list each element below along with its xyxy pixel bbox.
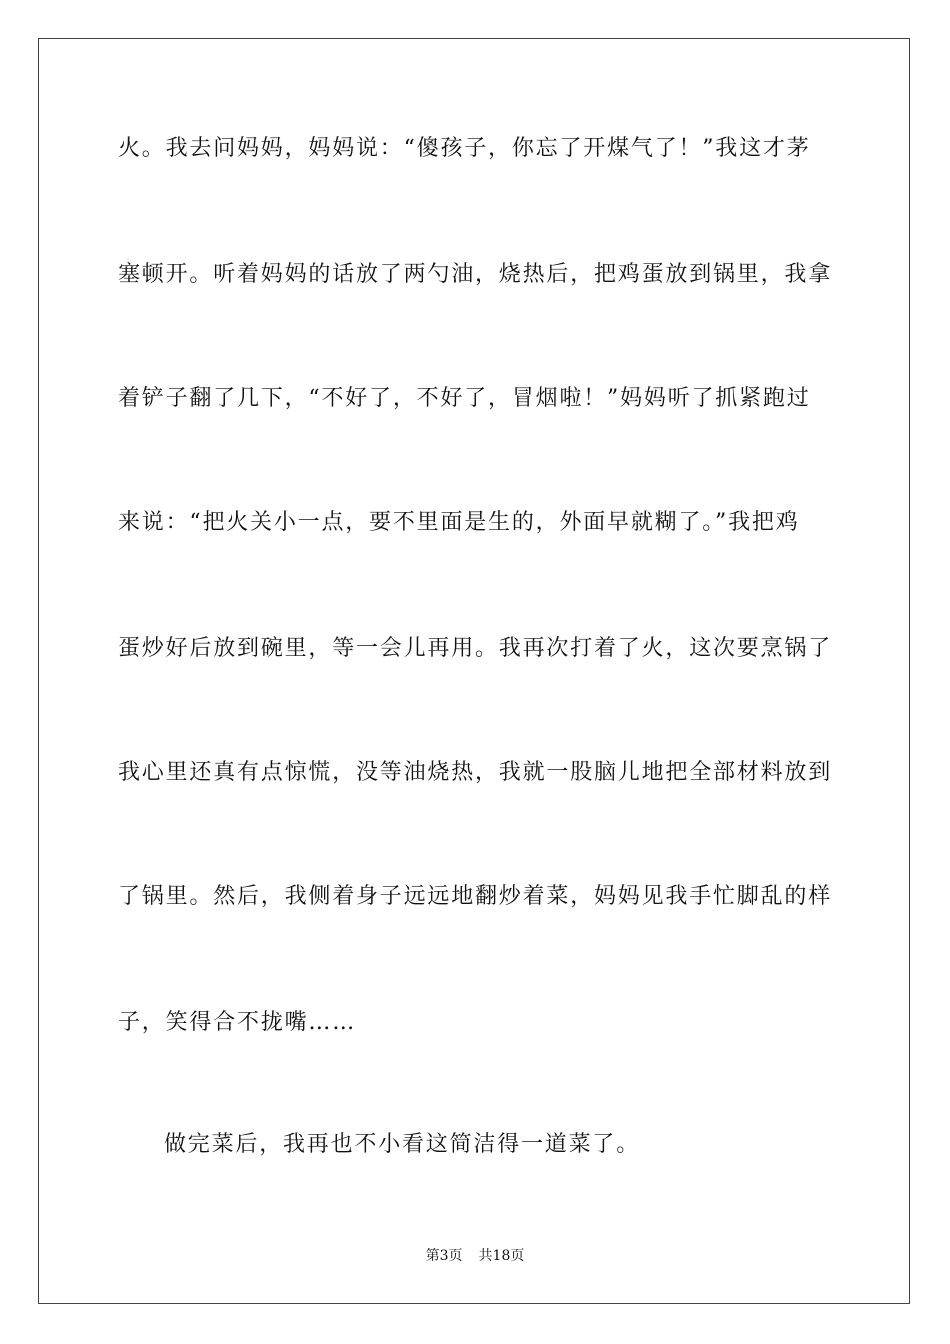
body-text-line: 塞顿开。听着妈妈的话放了两勺油，烧热后，把鸡蛋放到锅里，我拿	[118, 262, 833, 287]
page-border	[38, 38, 910, 1304]
body-text-line: 蛋炒好后放到碗里，等一会儿再用。我再次打着了火，这次要烹锅了	[118, 636, 833, 661]
page-total: 共18页	[478, 1248, 525, 1264]
body-text-line: 子，笑得合不拢嘴……	[118, 1010, 357, 1035]
body-text-line: 来说：“把火关小一点，要不里面是生的，外面早就糊了。”我把鸡	[118, 510, 800, 535]
body-text-line: 火。我去问妈妈，妈妈说：“傻孩子，你忘了开煤气了！”我这才茅	[118, 136, 811, 161]
page-footer	[0, 1246, 950, 1266]
body-text-line: 了锅里。然后，我侧着身子远远地翻炒着菜，妈妈见我手忙脚乱的样	[118, 884, 833, 909]
body-text-line: 我心里还真有点惊慌，没等油烧热，我就一股脑儿地把全部材料放到	[118, 760, 833, 785]
body-text-line: 着铲子翻了几下，“不好了，不好了，冒烟啦！”妈妈听了抓紧跑过	[118, 386, 811, 411]
page-number: 第3页	[425, 1248, 463, 1264]
paragraph-text-line: 做完菜后，我再也不小看这简洁得一道菜了。	[164, 1132, 641, 1157]
